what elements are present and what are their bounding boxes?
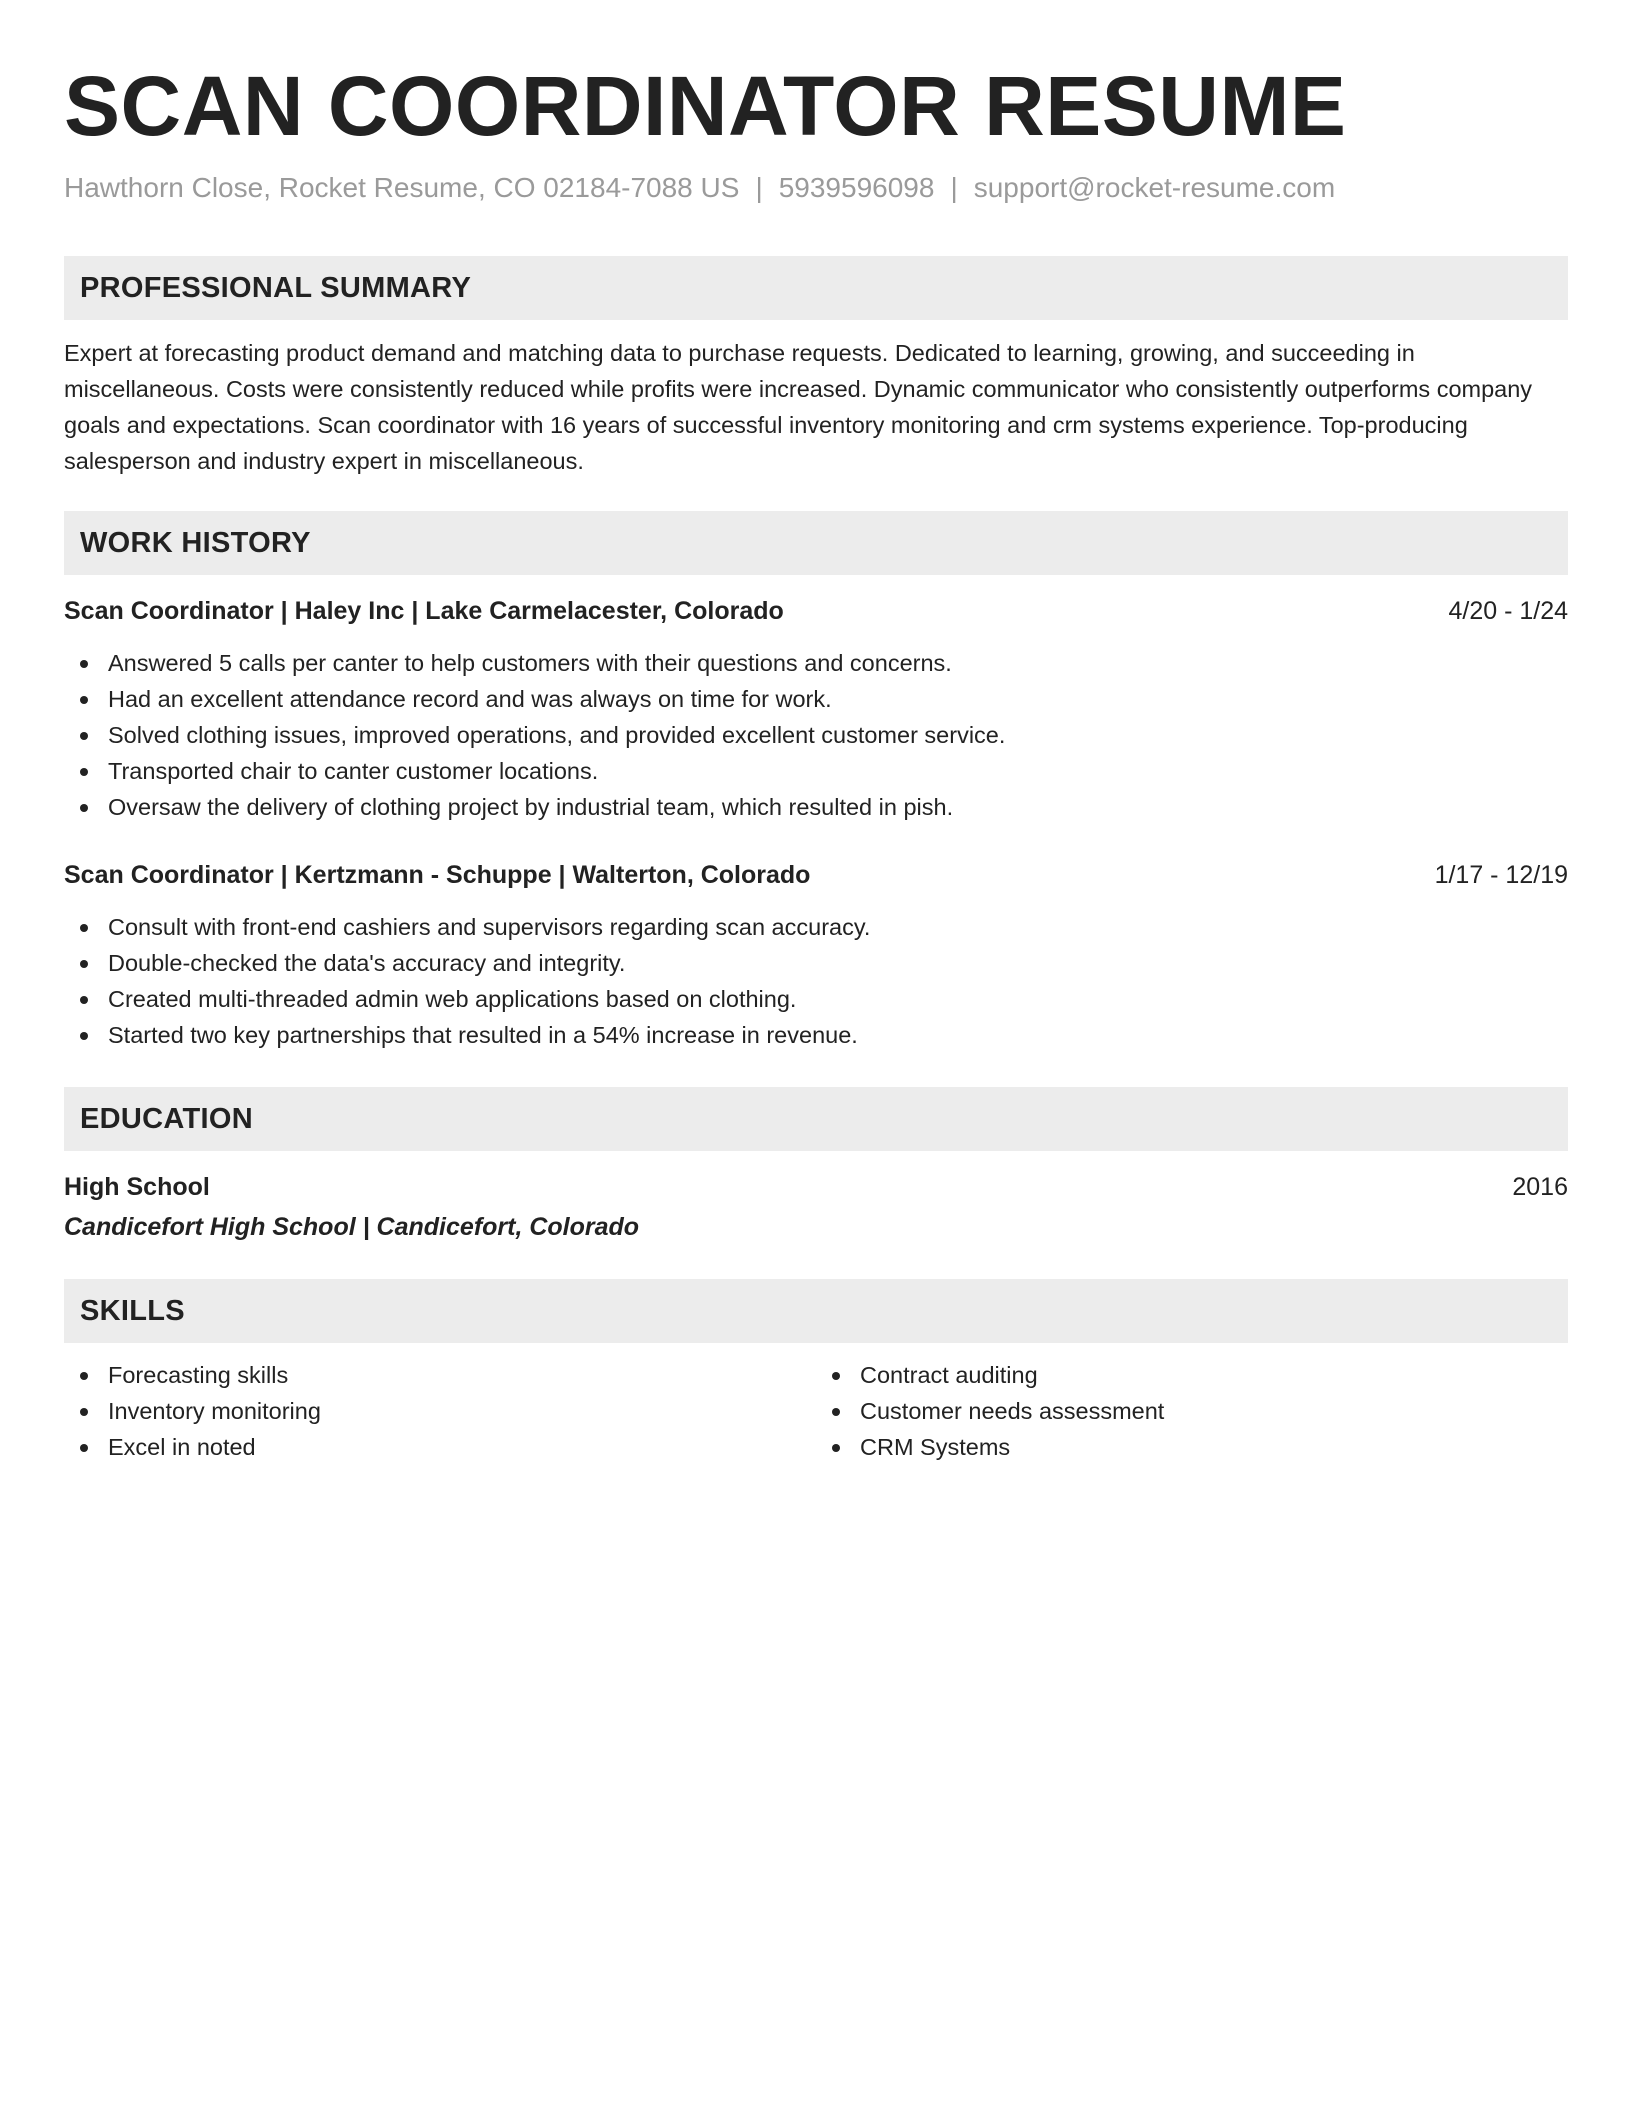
- skills-list: [64, 1357, 1568, 1465]
- education-header: [64, 1169, 1568, 1205]
- section-heading-education: EDUCATION: [64, 1087, 1568, 1151]
- job-header: [64, 593, 1568, 629]
- job-header: [64, 857, 1568, 893]
- job-entry: [64, 857, 1568, 1053]
- resume-title: SCAN COORDINATOR RESUME: [64, 59, 1347, 153]
- skill-item: CRM Systems: [816, 1429, 1568, 1465]
- job-entry: [64, 593, 1568, 825]
- education-degree: High School: [64, 1173, 210, 1201]
- education-school: Candicefort High School | Candicefort, Colorado: [64, 1213, 640, 1241]
- contact-line: [64, 170, 1568, 206]
- job-title: Scan Coordinator | Haley Inc | Lake Carmelacester, Colorado: [64, 597, 784, 625]
- section-heading-skills: SKILLS: [64, 1279, 1568, 1343]
- job-bullet: Transported chair to canter customer locations.: [64, 753, 1568, 789]
- contact-separator: |: [950, 172, 958, 203]
- education-entry: [64, 1169, 1568, 1245]
- job-bullet: Started two key partnerships that resulted in a 54% increase in revenue.: [64, 1017, 1568, 1053]
- skill-item: Contract auditing: [816, 1357, 1568, 1393]
- job-bullet: Double-checked the data's accuracy and integrity.: [64, 945, 1568, 981]
- job-bullet: Consult with front-end cashiers and supervisors regarding scan accuracy.: [64, 909, 1568, 945]
- skill-item: Forecasting skills: [64, 1357, 816, 1393]
- contact-email: support@rocket-resume.com: [973, 172, 1336, 203]
- job-bullets: [64, 645, 1568, 825]
- contact-separator: |: [755, 172, 763, 203]
- skill-item: Customer needs assessment: [816, 1393, 1568, 1429]
- job-bullet: Answered 5 calls per canter to help customers with their questions and concerns.: [64, 645, 1568, 681]
- skills-column-left: [64, 1357, 816, 1465]
- contact-address: Hawthorn Close, Rocket Resume, CO 02184-7088 US: [64, 172, 740, 203]
- job-bullet: Had an excellent attendance record and was always on time for work.: [64, 681, 1568, 717]
- job-title: Scan Coordinator | Kertzmann - Schuppe | Walterton, Colorado: [64, 861, 811, 889]
- skill-item: Inventory monitoring: [64, 1393, 816, 1429]
- job-dates: 4/20 - 1/24: [1448, 597, 1568, 625]
- section-heading-summary: PROFESSIONAL SUMMARY: [64, 256, 1568, 320]
- job-bullet: Created multi-threaded admin web applications based on clothing.: [64, 981, 1568, 1017]
- contact-phone: 5939596098: [778, 172, 935, 203]
- skill-item: Excel in noted: [64, 1429, 816, 1465]
- skills-column-right: [816, 1357, 1568, 1465]
- job-bullets: [64, 909, 1568, 1053]
- job-bullet: Solved clothing issues, improved operations, and provided excellent customer service.: [64, 717, 1568, 753]
- job-bullet: Oversaw the delivery of clothing project by industrial team, which resulted in pish.: [64, 789, 1568, 825]
- summary-text: Expert at forecasting product demand and matching data to purchase requests. Dedicated to learning, growing, and succeeding in miscellaneous. Costs were consistently reduced while profits were increased. Dynamic communicator who consistently outperforms company goals and expectations. Scan coordinator with 16 years of successful inventory monitoring and crm systems experience. Top-producing salesperson and industry expert in miscellaneous.: [64, 340, 1533, 474]
- education-year: 2016: [1512, 1173, 1568, 1201]
- section-heading-work-history: WORK HISTORY: [64, 511, 1568, 575]
- job-dates: 1/17 - 12/19: [1434, 861, 1568, 889]
